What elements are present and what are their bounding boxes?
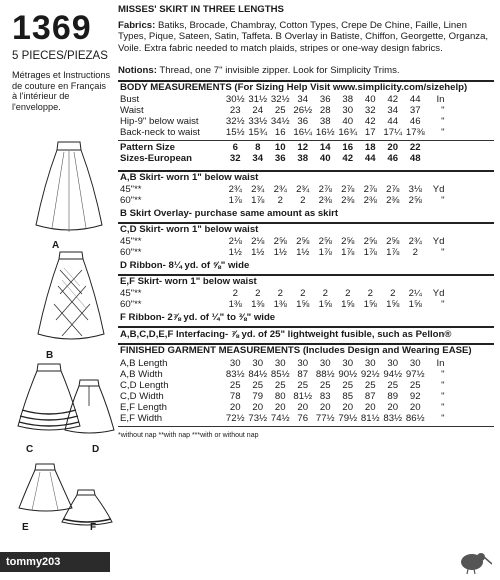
measurement-row [118,236,447,247]
size-value-cell: 1⅞ [386,247,400,258]
size-value-cell: 6 [232,142,238,153]
pattern-title: MISSES' SKIRT IN THREE LENGTHS [118,4,284,15]
size-value-cell: 76 [297,413,309,424]
size-value-cell: 30½ [225,94,245,105]
size-value-cell: 30 [274,358,286,369]
figure-e-label: E [22,522,29,533]
size-value-cell: 38 [297,153,309,164]
pattern-number: 1369 [12,9,92,47]
size-value-cell: 94½ [383,369,403,380]
figure-f-label: F [90,522,97,533]
size-value-cell: 20 [342,402,354,413]
size-value-cell: 25 [409,380,421,391]
size-value-cell: 2 [277,195,283,206]
size-value-cell: 2 [300,195,306,206]
unit-cell: " [441,247,445,258]
size-value-cell: 32 [364,105,376,116]
row-label: 45"** [120,288,142,299]
size-value-cell: 15¾ [248,127,268,138]
size-value-cell: 23 [229,105,241,116]
size-value-cell: 37 [409,105,421,116]
measurement-row [118,94,447,105]
pieces-count: 5 PIECES/PIEZAS [12,50,108,62]
row-label: Hip-9" below waist [120,116,199,127]
size-value-cell: 86½ [405,413,425,424]
row-label: A,B Length [120,358,168,369]
row-label: Back-neck to waist [120,127,200,138]
size-value-cell: 30 [229,358,241,369]
size-value-cell: 24 [252,105,264,116]
size-value-cell: 40 [364,94,376,105]
size-value-cell: 20 [319,402,331,413]
size-value-cell: 2⅝ [318,236,332,247]
size-value-cell: 2⅞ [363,184,377,195]
size-value-cell: 2 [300,288,306,299]
size-value-cell: 25 [364,380,376,391]
size-value-cell: 20 [387,402,399,413]
size-value-cell: 16 [274,127,286,138]
size-value-cell: 34½ [270,116,290,127]
size-value-cell: 38 [342,94,354,105]
size-value-cell: 44 [387,116,399,127]
size-value-cell: 1½ [273,247,287,258]
size-value-cell: 30 [364,358,376,369]
fabrics-text: Batiks, Brocade, Chambray, Cotton Types, Crepe De Chine, Faille, Linen Types, Pique, Sateen, Satin, Taffeta. B Overlay in Batiste, Chiffon, Georgette, Organza, Voile. Extra fabric needed to match plaids, stripes or one-way design fabrics. [118,20,489,54]
size-value-cell: 83 [319,391,331,402]
unit-cell: " [441,116,445,127]
size-value-cell: 14 [319,142,331,153]
size-value-cell: 1⅝ [386,299,400,310]
body-measurements-table [118,94,447,138]
size-value-cell: 2¾ [251,184,265,195]
size-value-cell: 2⅛ [228,236,242,247]
size-value-cell: 42 [387,94,399,105]
size-value-cell: 30 [409,358,421,369]
size-value-cell: 34 [387,105,399,116]
right-column [118,0,496,560]
size-value-cell: 1⅜ [228,299,242,310]
unit-cell [427,142,447,153]
row-label: Waist [120,105,144,116]
skirt-b-illustration [36,250,106,345]
size-value-cell: 2 [322,288,328,299]
size-value-cell: 2¾ [228,184,242,195]
row-label: C,D Length [120,380,169,391]
size-value-cell: 2⅝ [341,236,355,247]
measurement-row [118,153,447,164]
size-value-cell: 30 [342,358,354,369]
size-value-cell: 2⅛ [251,236,265,247]
size-value-cell: 20 [274,402,286,413]
size-value-cell: 1⅜ [273,299,287,310]
size-value-cell: 40 [342,116,354,127]
row-label: Bust [120,94,140,105]
size-value-cell: 1⅝ [318,299,332,310]
seller-watermark: tommy203 [0,552,110,572]
size-value-cell: 79 [252,391,264,402]
unit-cell: " [441,402,445,413]
size-value-cell: 2 [412,247,418,258]
size-value-cell: 36 [297,116,309,127]
size-value-cell: 22 [409,142,421,153]
size-value-cell: 1⅞ [228,195,242,206]
size-value-cell: 34 [252,153,264,164]
measurement-row [118,413,447,424]
size-value-cell: 2 [277,288,283,299]
ab-skirt-table [118,184,447,206]
yardage-footnote: *without nap **with nap ***with or without nap [118,432,259,439]
row-label: 45"** [120,184,142,195]
size-value-cell: 2⅞ [341,184,355,195]
size-value-cell: 12 [297,142,309,153]
measurement-row [118,402,447,413]
size-value-cell: 92 [409,391,421,402]
size-value-cell: 25 [274,105,286,116]
size-value-cell: 77½ [315,413,335,424]
unit-cell: " [441,195,445,206]
size-value-cell: 48 [409,153,421,164]
row-label: C,D Width [120,391,164,402]
size-value-cell: 1⅞ [318,247,332,258]
size-value-cell: 90½ [338,369,358,380]
size-value-cell: 42 [342,153,354,164]
row-label: 45"** [120,236,142,247]
size-value-cell: 16¼ [293,127,313,138]
size-value-cell: 2 [367,288,373,299]
row-label: 60"** [120,299,142,310]
size-value-cell: 2 [390,288,396,299]
f-ribbon-note: F Ribbon- 2⅞ yd. of ¼" to ⅜" wide [120,312,276,323]
size-value-cell: 78 [229,391,241,402]
figure-c-label: C [26,444,34,455]
size-value-cell: 16 [342,142,354,153]
size-value-cell: 74½ [270,413,290,424]
size-value-cell: 42 [364,116,376,127]
skirt-a-illustration [34,140,104,235]
size-value-cell: 83½ [225,369,245,380]
size-value-cell: 20 [364,402,376,413]
size-value-cell: 33½ [248,116,268,127]
size-value-cell: 2⅜ [341,195,355,206]
size-value-cell: 2 [232,288,238,299]
figure-a-label: A [52,240,60,251]
measurement-row [118,358,447,369]
ab-skirt-heading: A,B Skirt- worn 1" below waist [120,172,259,183]
size-value-cell: 46 [387,153,399,164]
measurement-row [118,116,447,127]
size-value-cell: 44 [409,94,421,105]
row-label: 60"** [120,247,142,258]
unit-cell: " [441,105,445,116]
size-value-cell: 10 [274,142,286,153]
unit-cell: Yd [432,184,445,195]
size-value-cell: 20 [252,402,264,413]
figure-d-label: D [92,444,100,455]
row-label: 60"** [120,195,142,206]
size-value-cell: 2⅞ [386,184,400,195]
size-value-cell: 1½ [228,247,242,258]
unit-cell: " [441,391,445,402]
kiwi-bird-icon [452,548,492,574]
size-value-cell: 1⅞ [251,195,265,206]
size-value-cell: 36 [274,153,286,164]
size-value-cell: 2⅝ [408,195,422,206]
measurement-row [118,105,447,116]
size-value-cell: 17¼ [383,127,403,138]
size-value-cell: 1⅝ [296,299,310,310]
notions-section [118,65,494,76]
notions-text: Thread, one 7" invisible zipper. Look for Simplicity Trims. [159,65,400,76]
measurement-row [118,369,447,380]
size-value-cell: 83½ [383,413,403,424]
size-value-cell: 20 [229,402,241,413]
size-value-cell: 20 [409,402,421,413]
row-label: E,F Width [120,413,163,424]
size-value-cell: 40 [319,153,331,164]
size-value-cell: 2 [255,288,261,299]
size-value-cell: 20 [387,142,399,153]
row-label: Sizes-European [120,153,192,164]
size-value-cell: 1⅝ [341,299,355,310]
row-label: E,F Length [120,402,167,413]
unit-cell [427,153,447,164]
size-value-cell: 25 [319,380,331,391]
size-value-cell: 2¼ [408,288,422,299]
measurement-row [118,247,447,258]
skirt-d-illustration [62,378,118,438]
size-value-cell: 8 [255,142,261,153]
size-value-cell: 20 [297,402,309,413]
unit-cell: In [436,358,445,369]
size-value-cell: 32 [229,153,241,164]
unit-cell: " [441,413,445,424]
pattern-size-table [118,142,447,164]
size-value-cell: 1⅞ [363,247,377,258]
size-value-cell: 31½ [248,94,268,105]
size-value-cell: 28 [319,105,331,116]
measurement-row [118,184,447,195]
cd-skirt-table [118,236,447,258]
size-value-cell: 15½ [225,127,245,138]
unit-cell: " [441,380,445,391]
size-value-cell: 80 [274,391,286,402]
size-value-cell: 2¾ [296,184,310,195]
size-value-cell: 25 [252,380,264,391]
measurement-row [118,391,447,402]
size-value-cell: 18 [364,142,376,153]
french-note: Métrages et Instructions de couture en Français à l'intérieur de l'enveloppe. [12,70,111,112]
size-value-cell: 92½ [360,369,380,380]
finished-measurements-heading: FINISHED GARMENT MEASUREMENTS (Includes Design and Wearing EASE) [120,345,472,356]
body-measurements-heading: BODY MEASUREMENTS (For Sizing Help Visit www.simplicity.com/sizehelp) [120,82,468,93]
size-value-cell: 2¾ [273,184,287,195]
interfacing-note: A,B,C,D,E,F Interfacing- ⅞ yd. of 25" lightweight fusible, such as Pellon® [120,329,452,340]
unit-cell: In [436,94,445,105]
size-value-cell: 17⅜ [405,127,425,138]
size-value-cell: 89 [387,391,399,402]
size-value-cell: 84½ [248,369,268,380]
ab-overlay-note: B Skirt Overlay- purchase same amount as skirt [120,208,339,219]
size-value-cell: 2⅜ [318,195,332,206]
size-value-cell: 30 [297,358,309,369]
size-value-cell: 2⅜ [363,195,377,206]
size-value-cell: 32½ [225,116,245,127]
size-value-cell: 17 [364,127,376,138]
ef-skirt-table [118,288,447,310]
finished-measurements-table [118,358,447,424]
size-value-cell: 1⅞ [341,247,355,258]
size-value-cell: 26½ [293,105,313,116]
unit-cell: " [441,369,445,380]
size-value-cell: 87 [297,369,309,380]
size-value-cell: 25 [229,380,241,391]
size-value-cell: 30 [387,358,399,369]
size-value-cell: 88½ [315,369,335,380]
size-value-cell: 30 [319,358,331,369]
size-value-cell: 25 [274,380,286,391]
size-value-cell: 38 [319,116,331,127]
measurement-row [118,299,447,310]
size-value-cell: 46 [409,116,421,127]
size-value-cell: 2⅝ [386,236,400,247]
size-value-cell: 2¾ [408,236,422,247]
size-value-cell: 25 [297,380,309,391]
unit-cell: Yd [432,236,445,247]
size-value-cell: 36 [319,94,331,105]
size-value-cell: 1⅜ [251,299,265,310]
size-value-cell: 81½ [293,391,313,402]
row-label: A,B Width [120,369,163,380]
size-value-cell: 44 [364,153,376,164]
size-value-cell: 2⅝ [273,236,287,247]
size-value-cell: 25 [342,380,354,391]
size-value-cell: 87 [364,391,376,402]
measurement-row [118,127,447,138]
unit-cell: " [441,127,445,138]
size-value-cell: 73½ [248,413,268,424]
size-value-cell: 2⅝ [363,236,377,247]
figure-b-label: B [46,350,54,361]
size-value-cell: 85½ [270,369,290,380]
size-value-cell: 1⅝ [408,299,422,310]
size-value-cell: 1⅝ [363,299,377,310]
size-value-cell: 32½ [270,94,290,105]
size-value-cell: 2 [345,288,351,299]
measurement-row [118,195,447,206]
size-value-cell: 81½ [360,413,380,424]
row-label: Pattern Size [120,142,175,153]
size-value-cell: 30 [252,358,264,369]
size-value-cell: 16¾ [338,127,358,138]
measurement-row [118,380,447,391]
size-value-cell: 34 [297,94,309,105]
size-value-cell: 97½ [405,369,425,380]
size-value-cell: 1½ [296,247,310,258]
size-value-cell: 2⅞ [318,184,332,195]
cd-skirt-heading: C,D Skirt- worn 1" below waist [120,224,259,235]
size-value-cell: 30 [342,105,354,116]
d-ribbon-note: D Ribbon- 8¼ yd. of ⅝" wide [120,260,250,271]
size-value-cell: 2⅝ [296,236,310,247]
measurement-row [118,142,447,153]
size-value-cell: 79½ [338,413,358,424]
skirt-f-illustration [58,488,116,528]
size-value-cell: 3⅛ [408,184,422,195]
unit-cell: " [441,299,445,310]
size-value-cell: 16½ [315,127,335,138]
size-value-cell: 2⅜ [386,195,400,206]
fabrics-label: Fabrics: [118,20,156,31]
size-value-cell: 72½ [225,413,245,424]
size-value-cell: 85 [342,391,354,402]
size-value-cell: 1½ [251,247,265,258]
unit-cell: Yd [432,288,445,299]
ef-skirt-heading: E,F Skirt- worn 1" below waist [120,276,257,287]
fabrics-section [118,20,494,54]
notions-label: Notions: [118,65,157,76]
size-value-cell: 25 [387,380,399,391]
left-column [6,0,110,558]
measurement-row [118,288,447,299]
